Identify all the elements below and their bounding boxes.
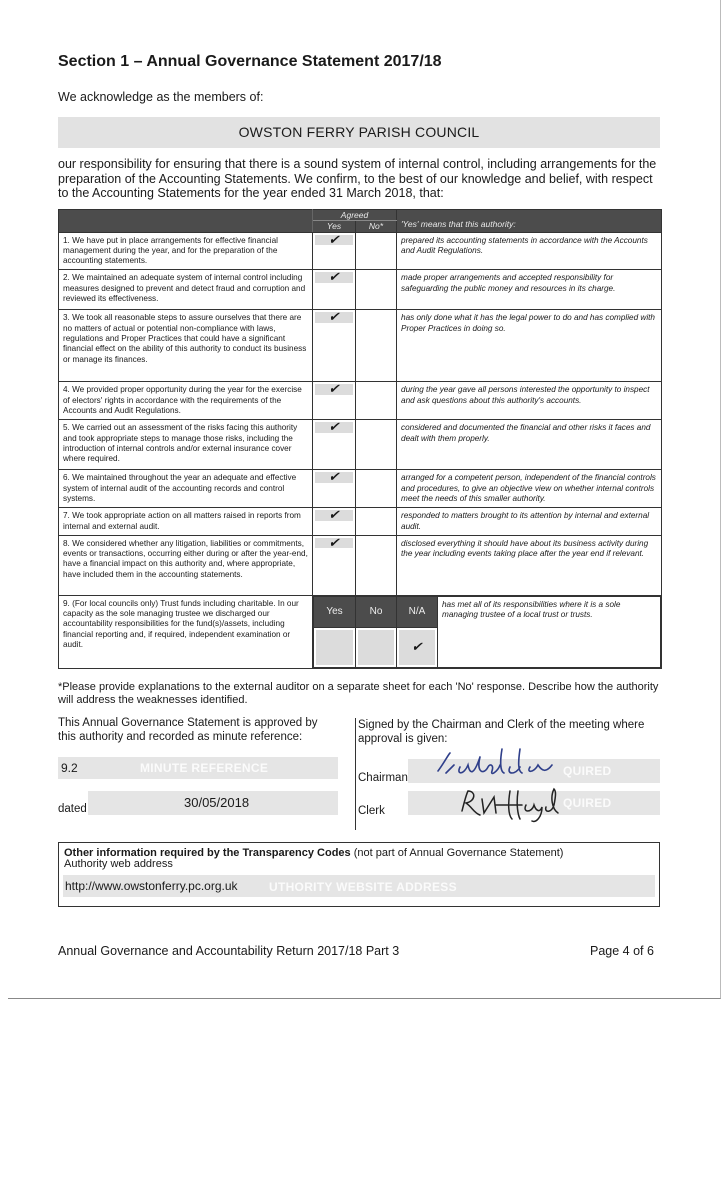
clerk-label: Clerk [358,805,385,817]
statement-text: 6. We maintained throughout the year an adequate and effective system of internal audit of the accounting records and control systems. [59,470,313,508]
table-row [59,232,662,270]
yes-checkbox[interactable]: ✔ [315,538,353,548]
chairman-signature [430,745,580,785]
council-name-field: OWSTON FERRY PARISH COUNCIL [58,117,660,148]
trust-no-header: No [356,596,397,627]
table-row-trust-funds [59,595,662,668]
statement-text: 1. We have put in place arrangements for effective financial management during the year, and for the preparation of the accounting statements. [59,232,313,270]
means-text: made proper arrangements and accepted responsibility for safeguarding the public money and resources in its charge. [397,270,662,310]
dated-label: dated [58,803,87,815]
chairman-placeholder: QUIRED [563,764,612,778]
date-field[interactable] [88,791,338,815]
minute-reference-value: 9.2 [61,761,78,775]
trust-yes-header: Yes [314,596,356,627]
yes-checkbox[interactable]: ✔ [315,384,353,394]
yes-header: Yes [313,221,356,232]
yes-checkbox[interactable]: ✔ [315,235,353,245]
web-address-label: Authority web address [64,858,173,870]
means-text: arranged for a competent person, independent of the financial controls and procedures, to give an objective view on whether internal controls meet the needs of this smaller authority. [397,470,662,508]
date-value: 30/05/2018 [184,795,250,810]
footnote: *Please provide explanations to the external auditor on a separate sheet for each 'No' response. Describe how the authority will address the weaknesses identified. [58,681,659,706]
table-row [59,470,662,508]
section-title: Section 1 – Annual Governance Statement 2017/18 [58,53,442,70]
footer-return-title: Annual Governance and Accountability Return 2017/18 Part 3 [58,944,400,958]
no-header: No* [356,221,397,232]
trust-na-checkbox[interactable]: ✔ [399,630,435,665]
means-text: prepared its accounting statements in accordance with the Accounts and Audit Regulations. [397,232,662,270]
agreed-header: Agreed [313,210,397,221]
yes-checkbox[interactable]: ✔ [315,272,353,282]
governance-table [58,209,662,669]
trust-yes-checkbox[interactable] [316,630,353,665]
signature-instructions: Signed by the Chairman and Clerk of the meeting where approval is given: [358,719,645,745]
website-placeholder: UTHORITY WEBSITE ADDRESS [269,880,457,894]
minute-reference-placeholder: MINUTE REFERENCE [140,761,269,775]
transparency-subheading: (not part of Annual Governance Statement) [350,847,564,859]
yes-checkbox[interactable]: ✔ [315,510,353,520]
means-text: has met all of its responsibilities where it is a sole managing trustee of a local trust or trusts. [438,596,661,667]
means-text: has only done what it has the legal power to do and has complied with Proper Practices in doing so. [397,310,662,382]
confirmation-paragraph: our responsibility for ensuring that there is a sound system of internal control, including arrangements for the preparation of the Accounting Statements. We confirm, to the best of our knowledge and belief, with respect to the Accounting Statements for the year ended 31 March 2018, that: [58,157,657,201]
minute-reference-field[interactable] [58,757,338,779]
table-row [59,535,662,595]
approval-text: This Annual Governance Statement is approved by this authority and recorded as minute reference: [58,717,318,743]
page-number: Page 4 of 6 [590,944,654,958]
statement-text: 5. We carried out an assessment of the risks facing this authority and took appropriate steps to manage those risks, including the introduction of internal controls and/or external insurance cover where required. [59,420,313,470]
means-text: disclosed everything it should have about its business activity during the year including events taking place after the year end if relevant. [397,535,662,595]
yes-checkbox[interactable]: ✔ [315,472,353,482]
means-text: considered and documented the financial and other risks it faces and dealt with them properly. [397,420,662,470]
means-text: responded to matters brought to its attention by internal and external audit. [397,508,662,536]
transparency-box [58,842,660,907]
trust-no-checkbox[interactable] [358,630,394,665]
statement-text: 2. We maintained an adequate system of internal control including measures designed to prevent and detect fraud and corruption and reviewed its effectiveness. [59,270,313,310]
clerk-placeholder: QUIRED [563,796,612,810]
table-row [59,420,662,470]
statement-text: 9. (For local councils only) Trust funds including charitable. In our capacity as the sole managing trustee we discharged our accountability responsibilities for the fund(s)/assets, including financial reporting and, if required, independent examination or audit. [59,595,313,668]
intro-text: We acknowledge as the members of: [58,90,264,104]
table-row [59,508,662,536]
chairman-signature-field[interactable] [408,759,660,783]
trust-na-header: N/A [397,596,438,627]
yes-checkbox[interactable]: ✔ [315,422,353,432]
statement-text: 7. We took appropriate action on all matters raised in reports from internal and external audit. [59,508,313,536]
clerk-signature-field[interactable] [408,791,660,815]
table-row [59,382,662,420]
means-text: during the year gave all persons interested the opportunity to inspect and ask questions about this authority's accounts. [397,382,662,420]
transparency-heading: Other information required by the Transparency Codes [64,847,351,859]
table-row [59,310,662,382]
website-field[interactable] [63,875,655,897]
divider [355,718,356,830]
chairman-label: Chairman [358,772,408,784]
yes-checkbox[interactable]: ✔ [315,312,353,322]
table-header-row [59,210,662,221]
means-header: 'Yes' means that this authority: [397,210,662,233]
website-value: http://www.owstonferry.pc.org.uk [65,879,238,893]
statement-text: 3. We took all reasonable steps to assure ourselves that there are no matters of actual or potential non-compliance with laws, regulations and Proper Practices that could have a significant financial effect on the ability of this authority to conduct its business or manage its finances. [59,310,313,382]
statement-text: 8. We considered whether any litigation, liabilities or commitments, events or transactions, occurring either during or after the year-end, have a financial impact on this authority and, where appropriate, have included them in the accounting statements. [59,535,313,595]
statement-text: 4. We provided proper opportunity during the year for the exercise of electors' rights in accordance with the requirements of the Accounts and Audit Regulations. [59,382,313,420]
clerk-signature [456,785,566,825]
table-row [59,270,662,310]
